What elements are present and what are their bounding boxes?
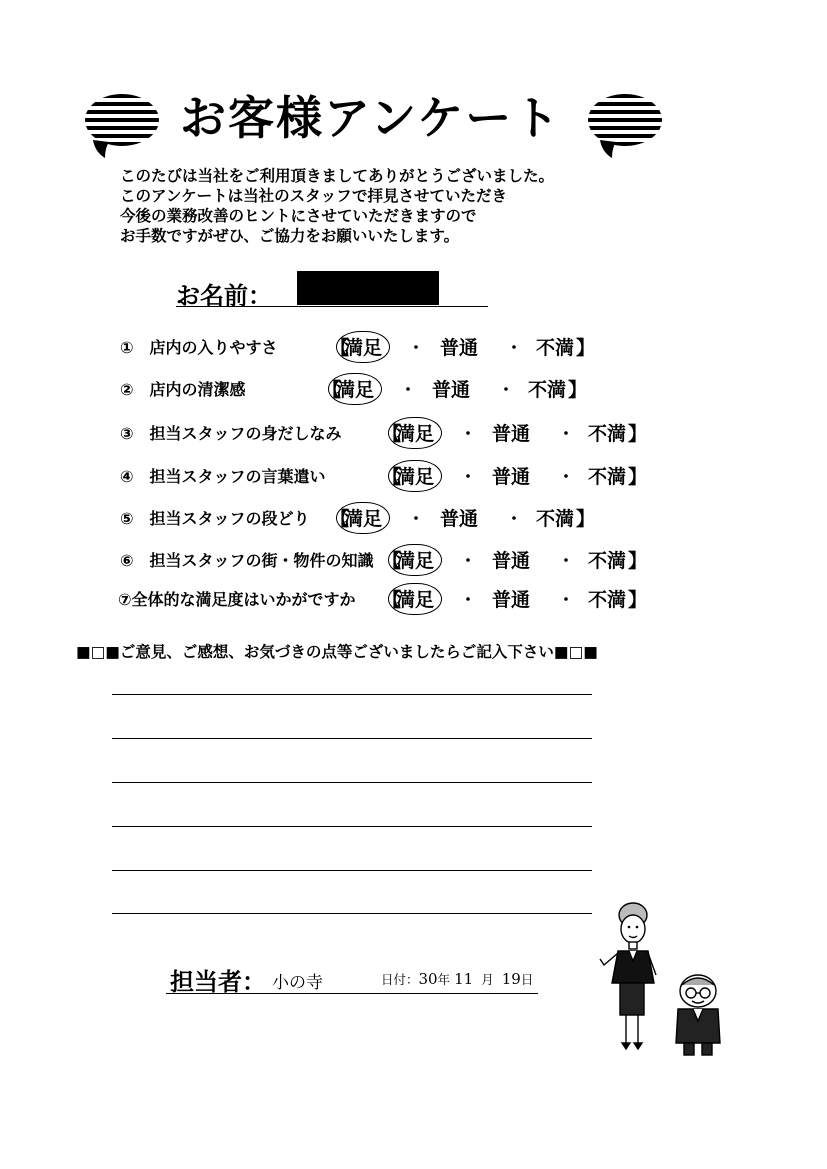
date-year-unit: 年 — [437, 972, 451, 987]
page-title: お客様アンケート — [180, 91, 562, 145]
option-normal[interactable]: 普通 — [440, 337, 479, 359]
date-day: 19 — [501, 970, 521, 988]
question-text: ⑦全体的な満足度はいかがですか — [118, 590, 356, 609]
question-row — [0, 334, 827, 362]
question-row — [0, 586, 827, 614]
bracket-open: 【 — [382, 423, 402, 445]
option-dissatisfied[interactable]: 不満 — [536, 508, 575, 530]
date-field — [381, 970, 533, 988]
date-day-unit: 日 — [520, 972, 534, 987]
name-underline — [176, 306, 488, 307]
bracket-open: 【 — [330, 337, 350, 359]
separator-dot: ・ — [558, 551, 575, 570]
comment-line[interactable] — [112, 913, 592, 914]
selected-answer-circle — [328, 373, 382, 405]
option-satisfied[interactable]: 満足 — [396, 423, 435, 445]
staff-underline — [166, 993, 538, 994]
separator-dot: ・ — [408, 338, 425, 357]
option-satisfied[interactable]: 満足 — [396, 589, 435, 611]
option-dissatisfied[interactable]: 不満 — [536, 337, 575, 359]
separator-dot: ・ — [558, 424, 575, 443]
separator-dot: ・ — [460, 551, 477, 570]
question-text: ① 店内の入りやすさ — [120, 338, 278, 357]
question-row — [0, 505, 827, 533]
option-dissatisfied[interactable]: 不満 — [528, 379, 567, 401]
option-normal[interactable]: 普通 — [432, 379, 471, 401]
question-text: ⑥ 担当スタッフの街・物件の知識 — [120, 551, 374, 570]
intro-line: このたびは当社をご利用頂きましてありがとうございました。 — [120, 167, 555, 185]
option-normal[interactable]: 普通 — [492, 423, 531, 445]
option-dissatisfied[interactable]: 不満 — [588, 589, 627, 611]
date-month: 11 — [454, 970, 474, 988]
separator-dot: ・ — [498, 380, 515, 399]
comment-line[interactable] — [112, 826, 592, 827]
separator-dot: ・ — [460, 590, 477, 609]
option-normal[interactable]: 普通 — [440, 508, 479, 530]
separator-dot: ・ — [400, 380, 417, 399]
redacted-name — [297, 271, 439, 305]
question-text: ③ 担当スタッフの身だしなみ — [120, 424, 342, 443]
question-text: ⑤ 担当スタッフの段どり — [120, 509, 310, 528]
separator-dot: ・ — [558, 467, 575, 486]
bracket-open: 【 — [330, 508, 350, 530]
speech-bubble-right-icon — [586, 92, 664, 160]
option-normal[interactable]: 普通 — [492, 550, 531, 572]
woman-figure — [600, 903, 656, 1049]
staff-illustration — [596, 893, 730, 1063]
question-text: ④ 担当スタッフの言葉遣い — [120, 467, 326, 486]
bracket-close: 】 — [628, 589, 648, 611]
question-row — [0, 420, 827, 448]
staff-name: 小の寺 — [272, 973, 323, 993]
bracket-open: 【 — [382, 550, 402, 572]
intro-line: 今後の業務改善のヒントにさせていただきますので — [120, 207, 477, 225]
bracket-open: 【 — [382, 589, 402, 611]
option-satisfied[interactable]: 満足 — [344, 508, 383, 530]
comment-line[interactable] — [112, 694, 592, 695]
intro-text — [120, 166, 554, 246]
bracket-close: 】 — [628, 423, 648, 445]
intro-line: お手数ですがぜひ、ご協力をお願いいたします。 — [120, 227, 460, 245]
option-normal[interactable]: 普通 — [492, 466, 531, 488]
option-satisfied[interactable]: 満足 — [344, 337, 383, 359]
question-text: ② 店内の清潔感 — [120, 380, 246, 399]
comment-header: ■□■ご意見、ご感想、お気づきの点等ございましたらご記入下さい■□■ — [76, 643, 598, 661]
man-figure — [676, 975, 720, 1055]
bracket-close: 】 — [576, 337, 596, 359]
question-row — [0, 463, 827, 491]
bracket-close: 】 — [568, 379, 588, 401]
comment-line[interactable] — [112, 738, 592, 739]
bracket-close: 】 — [628, 466, 648, 488]
date-year: 30 — [418, 970, 438, 988]
separator-dot: ・ — [460, 467, 477, 486]
option-dissatisfied[interactable]: 不満 — [588, 423, 627, 445]
option-dissatisfied[interactable]: 不満 — [588, 550, 627, 572]
selected-answer-circle — [388, 583, 442, 615]
date-label: 日付： — [381, 972, 419, 987]
comment-line[interactable] — [112, 870, 592, 871]
separator-dot: ・ — [460, 424, 477, 443]
separator-dot: ・ — [558, 590, 575, 609]
option-normal[interactable]: 普通 — [492, 589, 531, 611]
selected-answer-circle — [388, 544, 442, 576]
separator-dot: ・ — [506, 338, 523, 357]
bracket-open: 【 — [382, 466, 402, 488]
name-label: お名前： — [176, 282, 272, 310]
date-month-unit: 月 — [481, 972, 494, 987]
selected-answer-circle — [388, 460, 442, 492]
speech-bubble-left-icon — [83, 92, 161, 160]
selected-answer-circle — [388, 417, 442, 449]
separator-dot: ・ — [506, 509, 523, 528]
option-satisfied[interactable]: 満足 — [396, 466, 435, 488]
option-satisfied[interactable]: 満足 — [396, 550, 435, 572]
comment-line[interactable] — [112, 782, 592, 783]
question-row — [0, 376, 827, 404]
option-dissatisfied[interactable]: 不満 — [588, 466, 627, 488]
bracket-open: 【 — [322, 379, 342, 401]
question-row — [0, 547, 827, 575]
bracket-close: 】 — [628, 550, 648, 572]
staff-label: 担当者： — [170, 968, 266, 996]
selected-answer-circle — [336, 331, 390, 363]
bracket-close: 】 — [576, 508, 596, 530]
selected-answer-circle — [336, 502, 390, 534]
separator-dot: ・ — [408, 509, 425, 528]
option-satisfied[interactable]: 満足 — [336, 379, 375, 401]
intro-line: このアンケートは当社のスタッフで拝見させていただき — [120, 187, 508, 205]
